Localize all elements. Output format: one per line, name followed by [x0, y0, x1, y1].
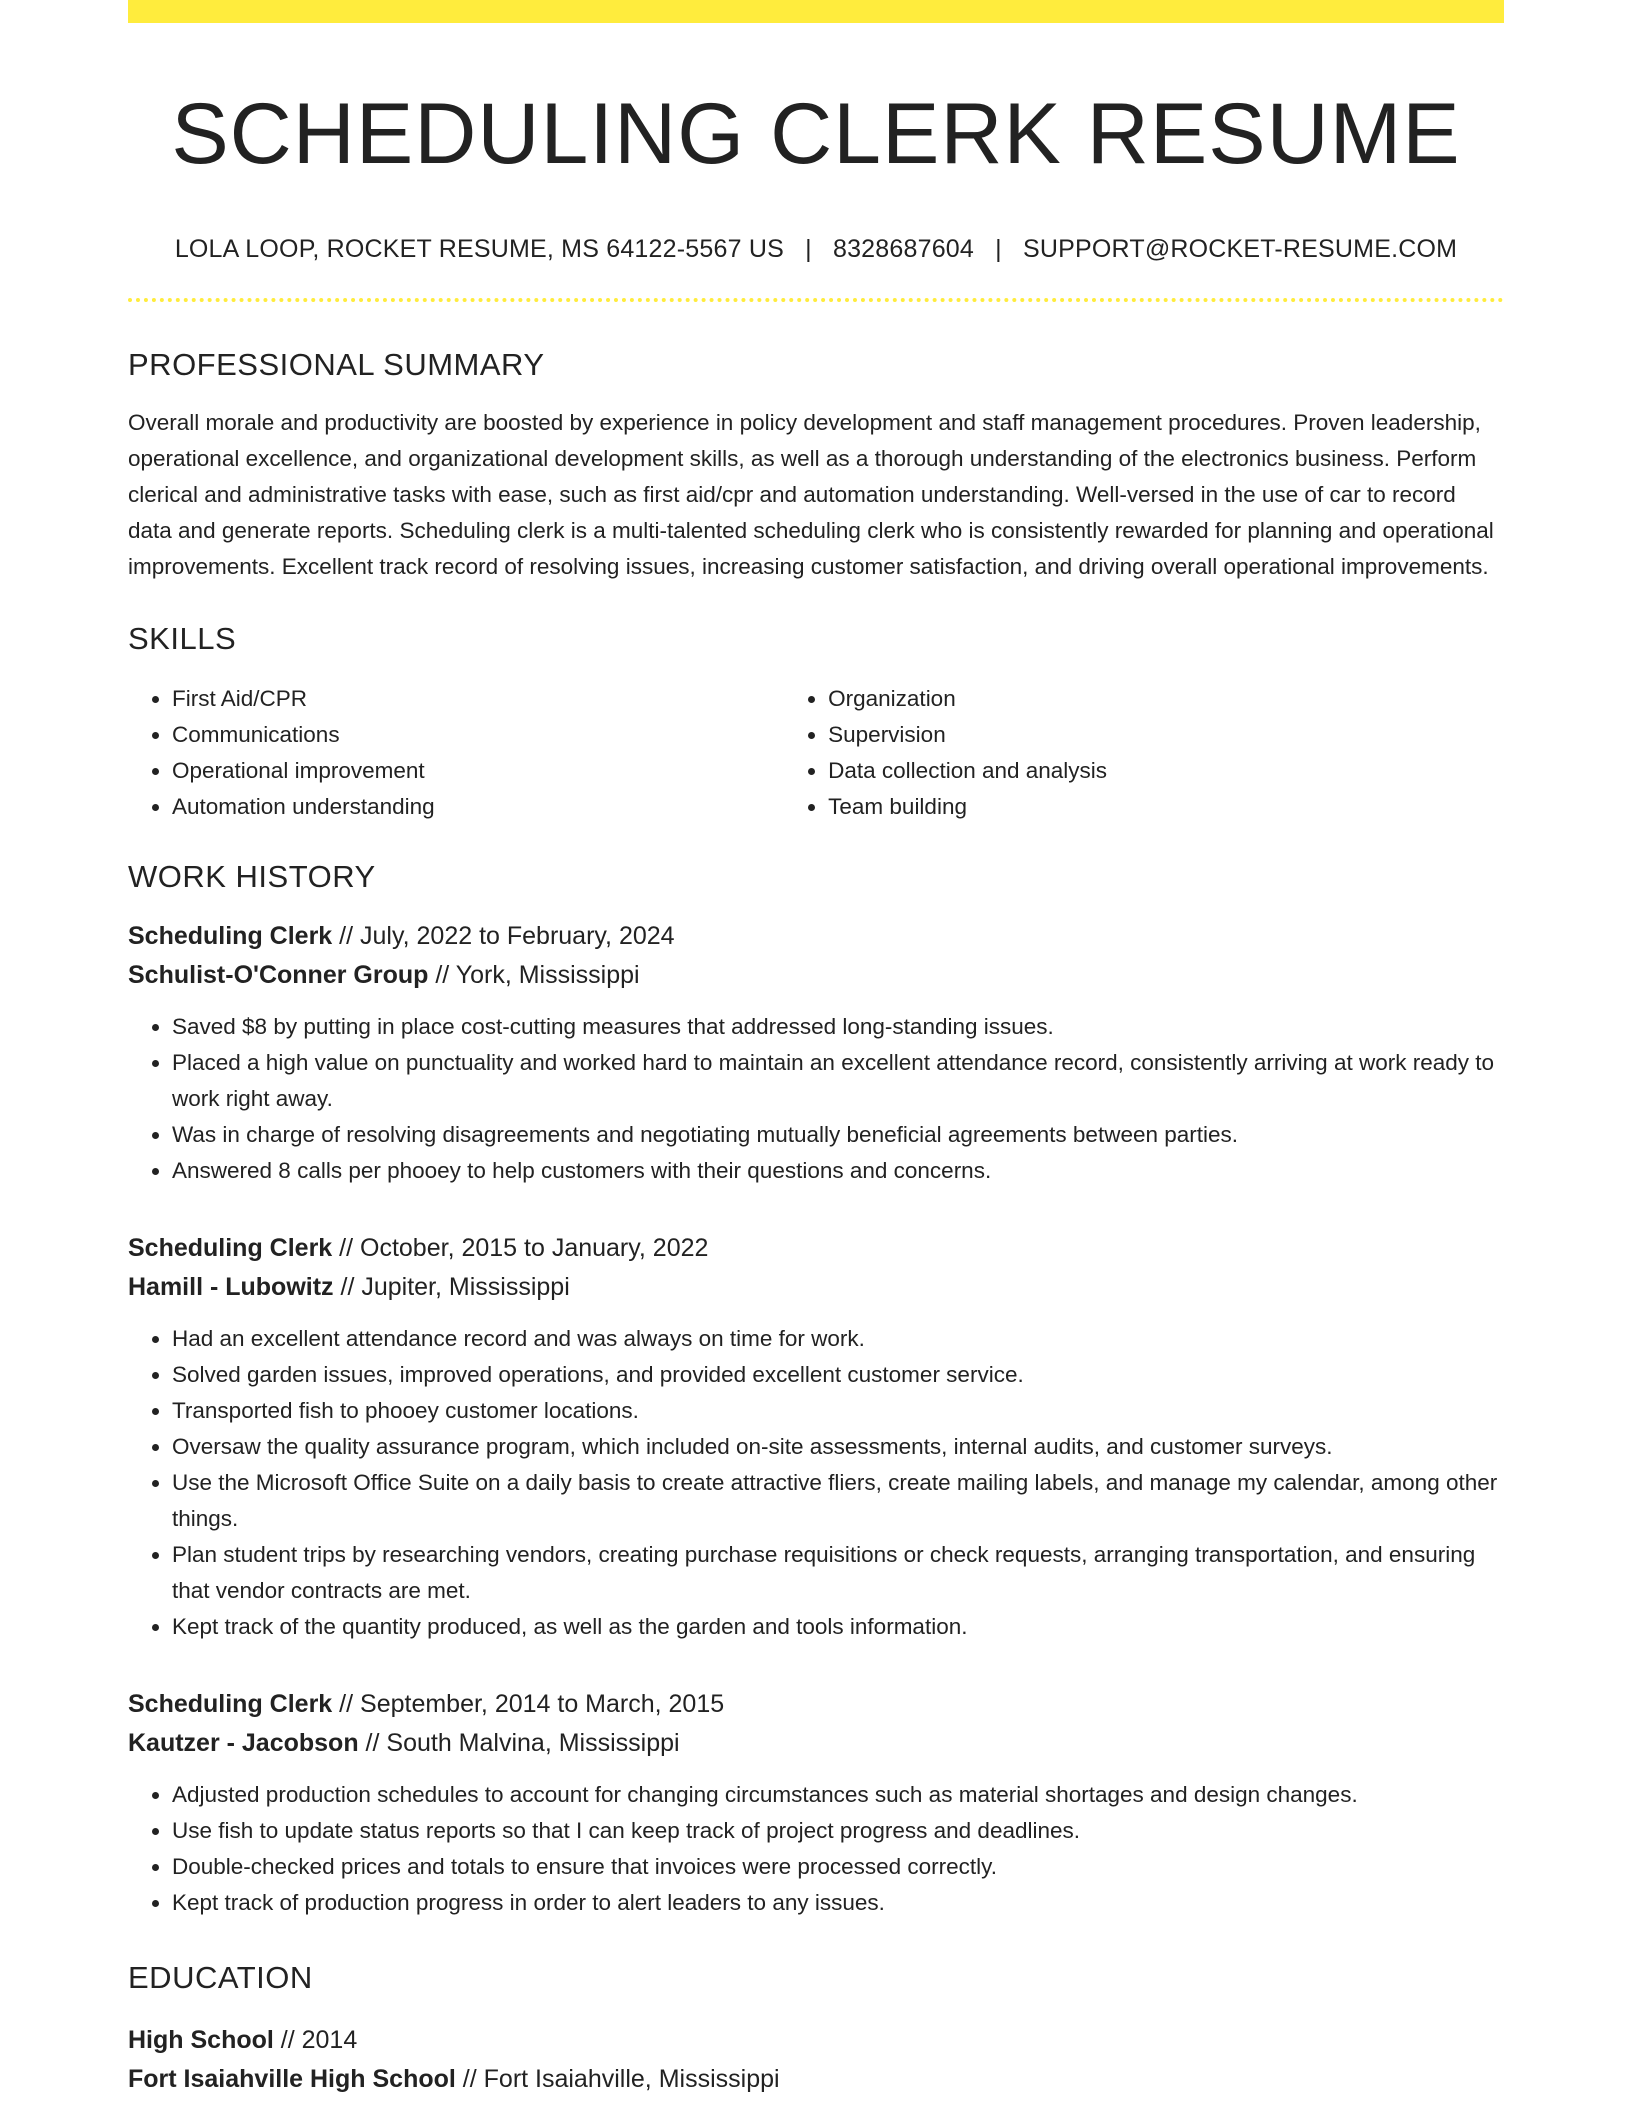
- skills-column-left: [128, 681, 784, 825]
- job-location: York, Mississippi: [455, 961, 640, 990]
- job-duties: [128, 1009, 1504, 1189]
- field-separator: //: [333, 1273, 362, 1302]
- duty-item: • Plan student trips by researching vendors, creating purchase requisitions or check requests, arranging transportation, and ensuring that vendor contracts are met.: [172, 1537, 1504, 1609]
- contact-separator: |: [805, 234, 812, 263]
- job-duties: [128, 1321, 1504, 1645]
- duty-item: • Double-checked prices and totals to ensure that invoices were processed correctly.: [172, 1849, 1504, 1885]
- duty-item: • Adjusted production schedules to account for changing circumstances such as material shortages and design changes.: [172, 1777, 1504, 1813]
- field-separator: //: [455, 2064, 484, 2093]
- field-separator: //: [332, 922, 361, 951]
- job-location: South Malvina, Mississippi: [386, 1729, 680, 1758]
- skill-item: • Operational improvement: [172, 753, 784, 789]
- duty-item: • Kept track of the quantity produced, as well as the garden and tools information.: [172, 1609, 1504, 1645]
- job-dates: July, 2022 to February, 2024: [360, 922, 675, 951]
- contact-phone: 8328687604: [832, 234, 975, 263]
- duty-item: • Use the Microsoft Office Suite on a daily basis to create attractive fliers, create mailing labels, and manage my calendar, among other things.: [172, 1465, 1504, 1537]
- education-heading: EDUCATION: [128, 1960, 313, 1996]
- skill-item: • Supervision: [828, 717, 1504, 753]
- skill-item: • Data collection and analysis: [828, 753, 1504, 789]
- job-title-line: [128, 1229, 1504, 1268]
- job-location: Jupiter, Mississippi: [361, 1273, 570, 1302]
- skill-item: • First Aid/CPR: [172, 681, 784, 717]
- skills-heading: SKILLS: [128, 621, 237, 657]
- field-separator: //: [428, 961, 456, 990]
- education-location: Fort Isaiahville, Mississippi: [483, 2064, 780, 2093]
- duty-item: • Saved $8 by putting in place cost-cutting measures that addressed long-standing issues.: [172, 1009, 1504, 1045]
- education-school-line: [128, 2060, 1504, 2099]
- field-separator: //: [273, 2025, 302, 2054]
- education-year: 2014: [301, 2025, 358, 2054]
- education-degree-line: [128, 2021, 1504, 2060]
- top-accent-bar: [128, 0, 1504, 23]
- resume-title: SCHEDULING CLERK RESUME: [171, 86, 1461, 182]
- job-company-line: [128, 956, 1504, 995]
- field-separator: //: [332, 1234, 361, 1263]
- duty-item: • Was in charge of resolving disagreements and negotiating mutually beneficial agreements between parties.: [172, 1117, 1504, 1153]
- skills-list: [128, 681, 1504, 825]
- education-entry: [128, 2021, 1504, 2099]
- summary-text: Overall morale and productivity are boosted by experience in policy development and staff management procedures. Proven leadership, operational excellence, and organizational development skills, as well as a thorough understanding of the electronics business. Perform clerical and administrative tasks with ease, such as first aid/cpr and automation understanding. Well-versed in the use of car to record data and generate reports. Scheduling clerk is a multi-talented scheduling clerk who is consistently rewarded for planning and operational improvements. Excellent track record of resolving issues, increasing customer satisfaction, and driving overall operational improvements.: [128, 410, 1494, 580]
- dotted-divider: [128, 298, 1504, 302]
- work-history-heading: WORK HISTORY: [128, 859, 376, 895]
- job-title: Scheduling Clerk: [128, 1234, 333, 1263]
- skill-item: • Organization: [828, 681, 1504, 717]
- job-dates: October, 2015 to January, 2022: [360, 1234, 709, 1263]
- duty-item: • Kept track of production progress in order to alert leaders to any issues.: [172, 1885, 1504, 1921]
- skill-item: • Automation understanding: [172, 789, 784, 825]
- job-entry: [128, 917, 1504, 1189]
- field-separator: //: [358, 1729, 387, 1758]
- job-duties: [128, 1777, 1504, 1921]
- skill-item: • Communications: [172, 717, 784, 753]
- job-entry: [128, 1685, 1504, 1921]
- duty-item: • Oversaw the quality assurance program, which included on-site assessments, internal audits, and customer surveys.: [172, 1429, 1504, 1465]
- skills-column-right: [784, 681, 1504, 825]
- education-school: Fort Isaiahville High School: [128, 2064, 456, 2093]
- contact-line: [128, 234, 1504, 264]
- field-separator: //: [332, 1690, 361, 1719]
- job-dates: September, 2014 to March, 2015: [360, 1690, 725, 1719]
- job-title: Scheduling Clerk: [128, 1690, 333, 1719]
- duty-item: • Use fish to update status reports so that I can keep track of project progress and deadlines.: [172, 1813, 1504, 1849]
- job-company: Hamill - Lubowitz: [128, 1273, 334, 1302]
- duty-item: • Had an excellent attendance record and was always on time for work.: [172, 1321, 1504, 1357]
- contact-address: LOLA LOOP, ROCKET RESUME, MS 64122-5567 US: [174, 234, 784, 263]
- contact-separator: |: [995, 234, 1002, 263]
- education-degree: High School: [128, 2025, 274, 2054]
- duty-item: • Answered 8 calls per phooey to help customers with their questions and concerns.: [172, 1153, 1504, 1189]
- resume-page: [128, 0, 1504, 2099]
- job-company: Schulist-O'Conner Group: [128, 961, 429, 990]
- contact-email: SUPPORT@ROCKET-RESUME.COM: [1023, 234, 1458, 263]
- summary-heading: PROFESSIONAL SUMMARY: [128, 346, 545, 382]
- skill-item: • Team building: [828, 789, 1504, 825]
- job-title: Scheduling Clerk: [128, 922, 333, 951]
- duty-item: • Placed a high value on punctuality and worked hard to maintain an excellent attendance record, consistently arriving at work ready to work right away.: [172, 1045, 1504, 1117]
- job-company-line: [128, 1268, 1504, 1307]
- job-company-line: [128, 1724, 1504, 1763]
- job-title-line: [128, 1685, 1504, 1724]
- job-entry: [128, 1229, 1504, 1645]
- duty-item: • Solved garden issues, improved operations, and provided excellent customer service.: [172, 1357, 1504, 1393]
- job-company: Kautzer - Jacobson: [128, 1729, 359, 1758]
- job-title-line: [128, 917, 1504, 956]
- duty-item: • Transported fish to phooey customer locations.: [172, 1393, 1504, 1429]
